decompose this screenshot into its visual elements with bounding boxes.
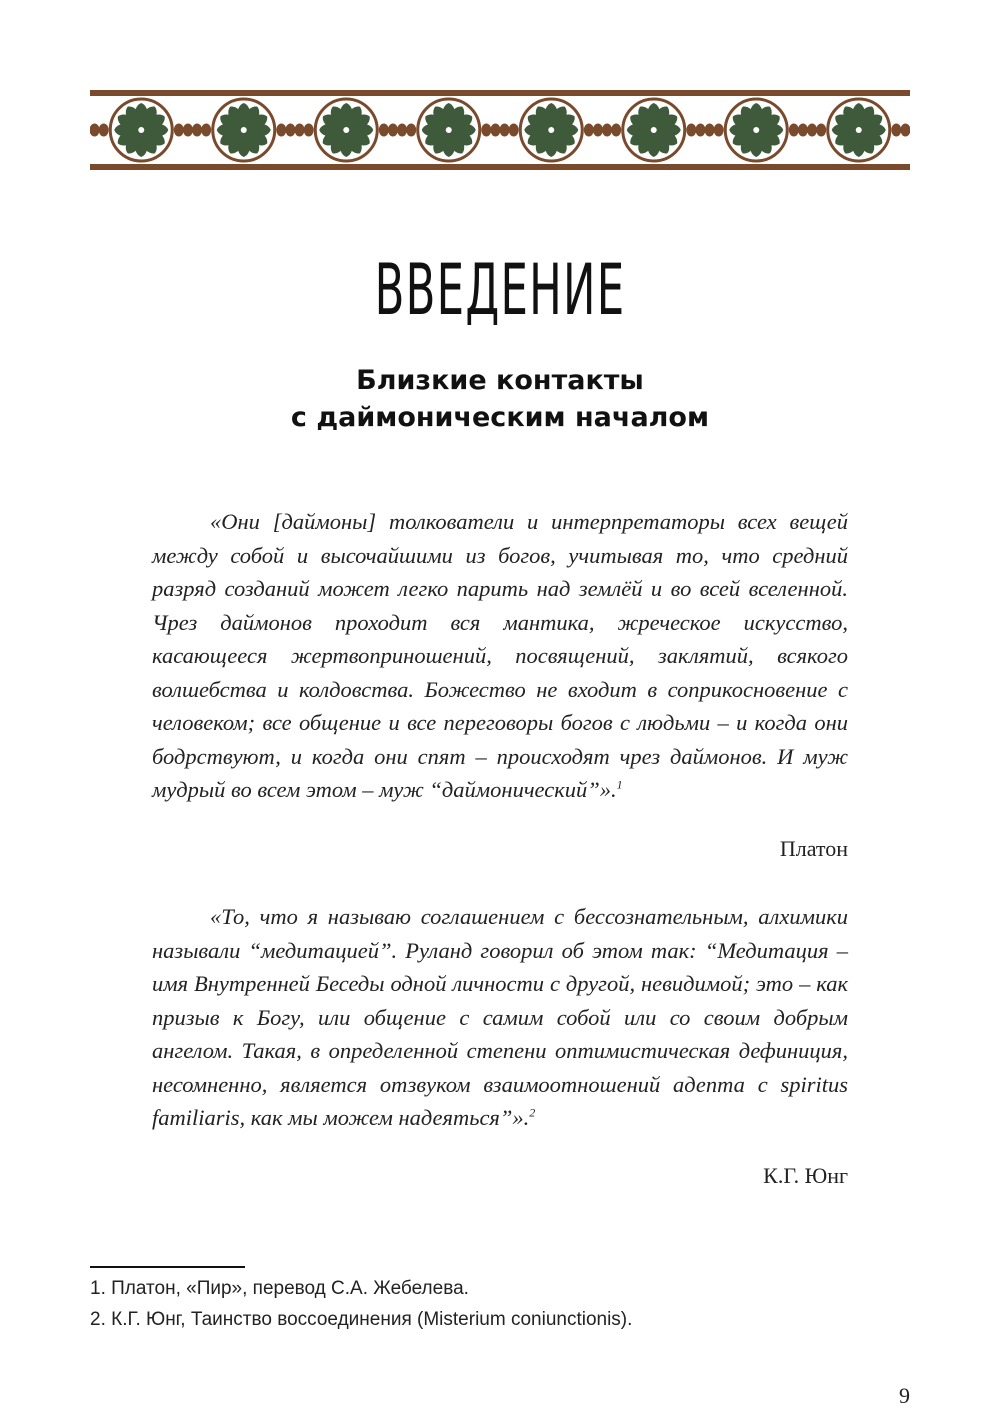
bead-icon xyxy=(500,124,510,137)
epigraph-quote-plato xyxy=(152,505,848,807)
quote-text: «То, что я называю соглашением с бессознательным, алхимики называли “медитацией”. Руланд говорил об этом так: “Медитация – имя Внутренней Беседы одной личности с другой, невидимой; это – как призыв к Богу, или общение с самим собой или со своим добрым ангелом. Такая, в определенной степени оптимистическая дефиниция, несомненно, является отзвуком взаимоотношений адепта с spiritus familiaris, как мы можем надеяться”». xyxy=(152,904,848,1130)
subtitle-line-1: Близкие контакты xyxy=(356,365,644,396)
quote-text: «Они [даймоны] толкователи и интерпретаторы всех вещей между собой и высочайшими из богов, учитывая то, что средний разряд созданий может легко парить над землёй и во всей вселенной. Чрез даймонов проходит вся мантика, жреческое искусство, касающееся жертвоприношений, посвящений, заклятий, всякого волшебства и колдовства. Божество не входит в соприкосновение с человеком; все общение и все переговоры богов с людьми – и когда они бодрствуют, и когда они спят – происходят чрез даймонов. И муж мудрый во всем этом – муж “даймонический”». xyxy=(152,509,848,802)
rosette-border-ornament xyxy=(90,90,910,170)
chapter-subtitle xyxy=(0,362,1000,436)
rosette-icon xyxy=(627,103,681,157)
bead-icon xyxy=(789,124,799,137)
bead-icon xyxy=(584,124,594,137)
bead-icon xyxy=(406,124,416,137)
bead-icon xyxy=(174,124,184,137)
bead-icon xyxy=(900,124,910,137)
rosette-icon xyxy=(832,103,886,157)
bead-icon xyxy=(593,124,603,137)
rosette-icon xyxy=(319,103,373,157)
quote-author-jung: К.Г. Юнг xyxy=(763,1163,848,1188)
footnote-1: 1. Платон, «Пир», перевод С.А. Жебелева. xyxy=(90,1278,469,1299)
bead-icon xyxy=(686,124,696,137)
bead-icon xyxy=(695,124,705,137)
rosette-icon xyxy=(217,103,271,157)
bead-icon xyxy=(295,124,305,137)
footnote-divider xyxy=(90,1266,245,1268)
rosette-icon xyxy=(524,103,578,157)
bead-icon xyxy=(807,124,817,137)
bead-icon xyxy=(304,124,314,137)
rosette-icon xyxy=(422,103,476,157)
footnote-2: 2. К.Г. Юнг, Таинство воссоединения (Misterium coniunctionis). xyxy=(90,1309,633,1330)
bead-icon xyxy=(714,124,724,137)
bead-icon xyxy=(891,124,901,137)
page-number: 9 xyxy=(899,1383,910,1408)
bead-icon xyxy=(388,124,398,137)
bead-icon xyxy=(183,124,193,137)
footnote-ref-1[interactable]: 1 xyxy=(616,777,623,792)
ornament-bottom-band xyxy=(90,164,910,170)
epigraph-quote-jung xyxy=(152,900,848,1135)
bead-icon xyxy=(379,124,389,137)
bead-icon xyxy=(192,124,202,137)
subtitle-line-2: с даймоническим началом xyxy=(290,402,710,433)
bead-icon xyxy=(705,124,715,137)
bead-icon xyxy=(276,124,286,137)
bead-icon xyxy=(481,124,491,137)
bead-icon xyxy=(798,124,808,137)
ornament-top-band xyxy=(90,90,910,96)
bead-icon xyxy=(602,124,612,137)
rosette-icon xyxy=(729,103,783,157)
bead-icon xyxy=(816,124,826,137)
bead-icon xyxy=(90,124,100,137)
quote-author-plato: Платон xyxy=(779,836,848,861)
bead-icon xyxy=(201,124,211,137)
rosette-icon xyxy=(114,103,168,157)
footnotes xyxy=(90,1273,632,1335)
bead-icon xyxy=(611,124,621,137)
bead-icon xyxy=(99,124,109,137)
page-title: ВВЕДЕНИЕ xyxy=(374,249,626,331)
bead-icon xyxy=(285,124,295,137)
bead-icon xyxy=(509,124,519,137)
bead-icon xyxy=(397,124,407,137)
bead-icon xyxy=(490,124,500,137)
footnote-ref-2[interactable]: 2 xyxy=(529,1105,536,1120)
